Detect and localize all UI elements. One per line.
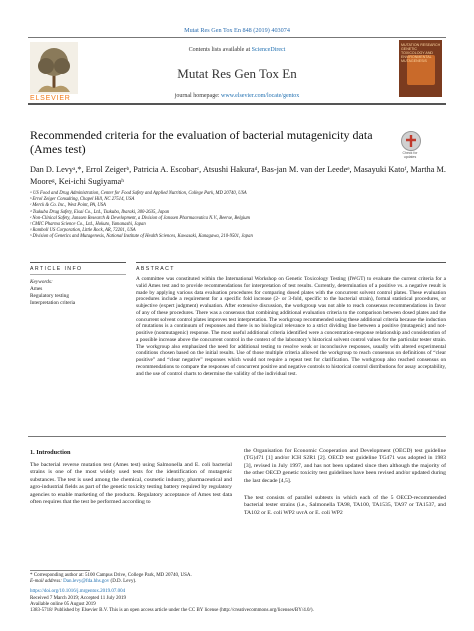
- section-heading-introduction: 1. Introduction: [30, 449, 71, 456]
- keywords-label: Keywords:: [30, 279, 53, 285]
- affiliation-item: ᶜ Merck & Co. Inc., West Point, PA, USA: [30, 203, 106, 209]
- keywords-rule: [30, 274, 126, 275]
- homepage-prefix: journal homepage:: [174, 93, 222, 99]
- sciencedirect-link[interactable]: ScienceDirect: [251, 47, 286, 53]
- running-head: Mutat Res Gen Tox En 848 (2019) 403074: [184, 27, 290, 34]
- contents-prefix: Contents lists available at: [188, 47, 252, 53]
- crossmark-label: Check for updates: [402, 151, 418, 159]
- affiliation-item: ᵉ Non-Clinical Safety, Janssen Research & Development, a Division of Janssen Pharmaceutica N.V., Beerse, Belgium: [30, 215, 250, 221]
- received-date: Received 7 March 2019; Accepted 11 July 2019: [30, 595, 127, 601]
- keyword-item: Regulatory testing: [30, 293, 69, 299]
- affiliation-item: ᵇ Errol Zeiger Consulting, Chapel Hill, NC 27514, USA: [30, 197, 135, 203]
- corresponding-author-note: * Corresponding author at: 5100 Campus Drive, College Park, MD 20740, USA.: [30, 573, 192, 578]
- email-label: E-mail address:: [30, 579, 64, 585]
- crossmark-glyph-icon: [402, 132, 420, 150]
- affiliation-item: ᵍ Ramboll US Corporation, Little Rock, AR, 72201, USA: [30, 228, 136, 234]
- affiliation-item: ᵈ Tsukuba Drug Safety, Eisai Co., Ltd., Tsukuba, Ibaraki, 300-2635, Japan: [30, 209, 170, 215]
- issn-license: 1383-5718/ Published by Elsevier B.V. This is an open access article under the CC BY license (http://creativecommons.org/licenses/BY/4.0/).: [30, 608, 314, 614]
- email-suffix: (D.D. Levy).: [109, 579, 137, 585]
- keyword-item: Ames: [30, 286, 43, 292]
- abstract-rule: [136, 262, 446, 263]
- footnote-rule: [30, 570, 90, 571]
- crossmark-icon[interactable]: [401, 131, 421, 151]
- footnotes: [30, 573, 330, 614]
- journal-homepage-link[interactable]: www.elsevier.com/locate/gentox: [221, 93, 300, 99]
- header-top-rule: [28, 37, 446, 38]
- affiliations: [30, 191, 448, 241]
- affiliation-item: ᵃ US Food and Drug Administration, Center for Food Safety and Applied Nutrition, College Park, MD 20740, USA: [30, 191, 247, 196]
- article-info-rule: [30, 262, 126, 263]
- author-list: Dan D. Levyᵃ,*, Errol Zeigerᵇ, Patricia A. Escobarᶜ, Atsushi Hakuraᵈ, Bas-jan M. van der Leedeᵉ, Masayuki Katoᶠ, Martha M. Mooreᵍ, Kei-ichi Sugiyamaʰ: [30, 165, 446, 186]
- intro-right-column: the Organisation for Economic Cooperation and Development (OECD) test guideline (TG)471 [1] and/or ICH S2R1 [2]. OECD test guideline TG471 was adopted in 1983 [3], revised in July 1997, and has not been updated since then although the majority of the other OECD genetic toxicity test guidelines have been revised and/or updated during the last decade [4,5].: [244, 448, 446, 484]
- intro-right-paragraph: The test consists of parallel subtests in which each of the 5 OECD-recommended bacterial tester strains (i.e., Salmonella TA98, TA100, TA1535, TA97 or TA1537, and TA102 or E. coli WP2 uvrA or E. coli WP2: [244, 495, 446, 516]
- article-info-heading: ARTICLE INFO: [30, 266, 83, 272]
- affiliation-item: ᶠ CMIC Pharma Science Co., Ltd., Hokuto, Yamanashi, Japan: [30, 222, 146, 228]
- abstract-text: A committee was constituted within the International Workshop on Genetic Toxicology Testing (IWGT) to evaluate the current criteria for a valid Ames test and to provide recommendations for interpretation of test results. Currently, determination of a positive vs. a negative result is made by applying various data evaluation procedures for comparing dosed plates with the concurrent solvent control plates. These evaluation procedures include a requirement for a specific fold increase (2- or 3-fold, specific to the bacterial strain), formal statistical procedures, or subjective (expert judgment) evaluation. After extensive discussion, the workgroup was not able to reach consensus recommendations in favor of any of these procedures. There was a consensus that combining additional evaluation criteria to the comparison between dosed plates and the concurrent solvent control plates improves test interpretation. The workgroup recommended using these additional criteria because the induction of mutations is a continuum of responses and there is no biological relevance to a strict dividing line between a positive (mutagenic) and not-positive (nonmutagenic) response. The most useful additional criteria identified were a concentration-response relationship and consideration of a possible increase above the concurrent control in the context of the laboratory’s historical solvent control values for the particular tester strain. The workgroup also emphasized the need for additional testing to resolve weak or inconclusive responses, usually with altered experimental conditions chosen based on the initial results. Use of those multiple criteria allowed the workgroup to reach consensus on definitions of “clear positive” and “clear negative” responses which would not require a repeat test for clarification. The workgroup also reached consensus on recommendations to compare the responses of concurrent positive and negative controls to historical control distributions for assay acceptability, and the use of control charts to determine the validity of the individual test.: [136, 276, 446, 377]
- abstract-heading: ABSTRACT: [136, 266, 175, 272]
- journal-name: Mutat Res Gen Tox En: [177, 66, 297, 81]
- publisher-wordmark: ELSEVIER: [30, 95, 71, 102]
- header-bottom-rule: [28, 103, 446, 105]
- doi-link[interactable]: https://doi.org/10.1016/j.mrgentox.2019.07.004: [30, 589, 126, 595]
- abstract-bottom-rule: [28, 436, 446, 437]
- online-date: Available online 05 August 2019: [30, 601, 96, 607]
- affiliation-item: ʰ Division of Genetics and Mutagenesis, National Institute of Health Sciences, Kawasaki, Kanagawa, 210-9501, Japan: [30, 234, 253, 240]
- article-title: Recommended criteria for the evaluation of bacterial mutagenicity data (Ames test): [30, 128, 373, 156]
- intro-left-column: The bacterial reverse mutation test (Ames test) using Salmonella and E. coli bacterial strains is one of the most widely used tests for the identification of mutagenic substances. The test is used among the chemical, cosmetic industry, pharmaceutical and agro-industrial fields as part of the genetic toxicity testing battery required by regulatory agencies to enable marketing of the products. Regulatory acceptance of Ames test data often requires that the test be performed according to: [30, 462, 232, 506]
- cover-title: MUTATION RESEARCH GENETIC TOXICOLOGY AND ENVIRONMENTAL MUTAGENESIS: [401, 43, 441, 63]
- keyword-item: Interpretation criteria: [30, 300, 76, 306]
- email-link[interactable]: Dan.levy@fda.hhs.gov: [63, 579, 110, 585]
